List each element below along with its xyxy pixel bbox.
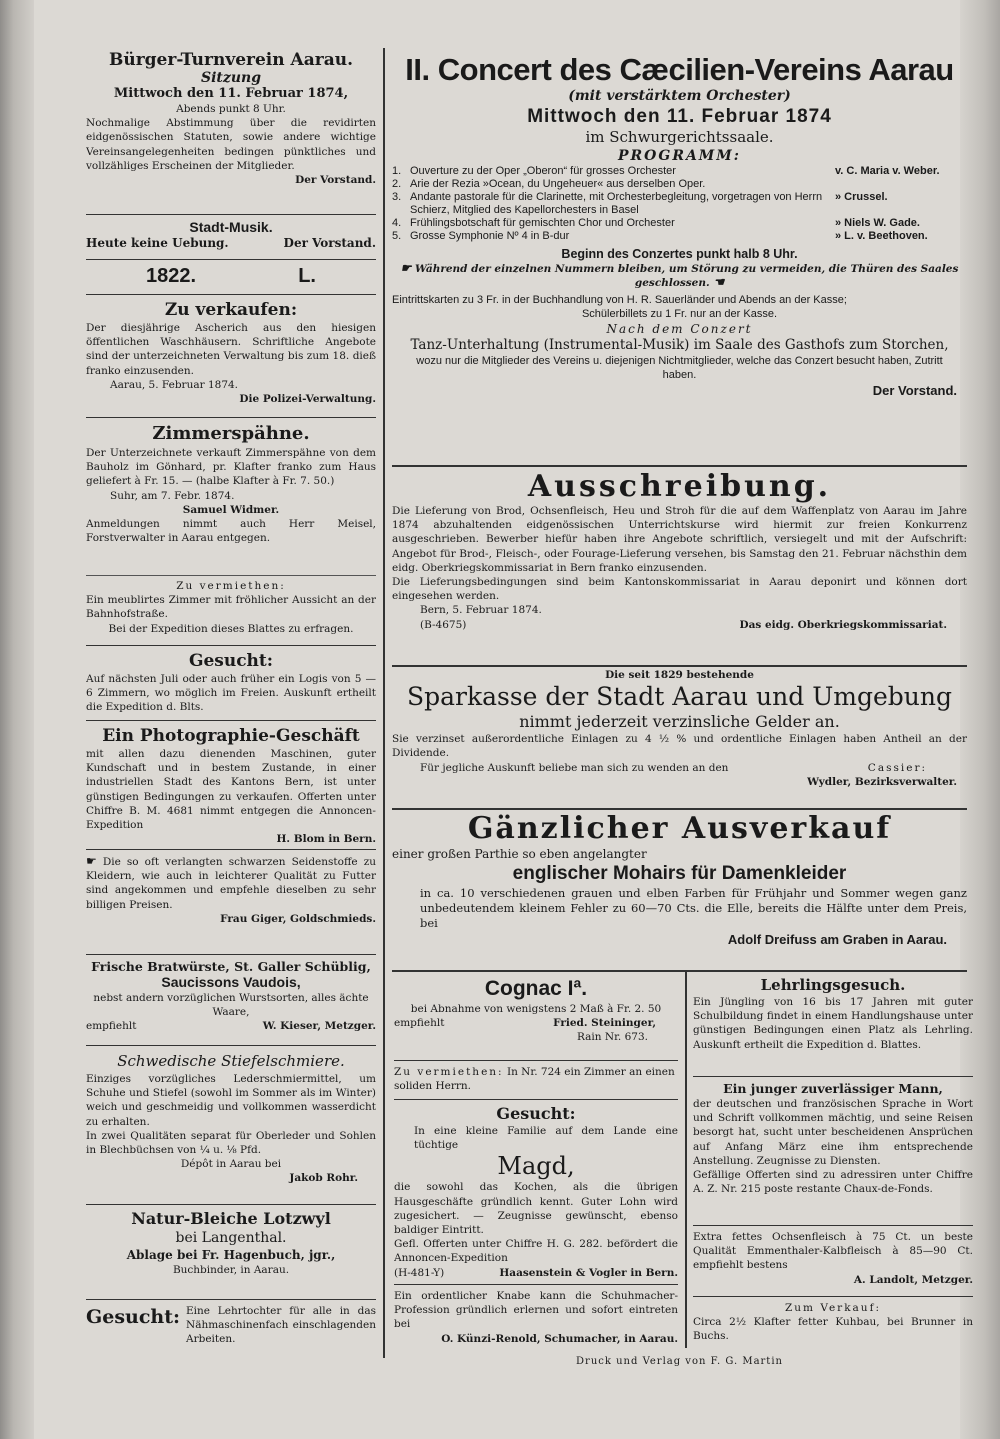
ad-title: Gänzlicher Ausverkauf — [467, 812, 892, 846]
separator — [394, 1060, 678, 1061]
ad-body: Ein Jüngling von 16 bis 17 Jahren mit guter Schulbildung findet in einem Handlungshause unter günstigen Bedingungen einen Platz als Lehrling. Auskunft ertheilt die Expedition d. Blattes. — [693, 996, 973, 1051]
ad-signature: Frau Giger, Goldschmieds. — [220, 912, 376, 925]
ad-signature: Wydler, Bezirksverwalter. — [807, 775, 957, 788]
fleisch-ad — [693, 1230, 973, 1292]
concert-begin: Beginn des Conzertes punkt halb 8 Uhr. — [561, 247, 798, 261]
year-letter: L. — [298, 265, 316, 287]
ad-signature: Fried. Steininger, — [553, 1017, 656, 1030]
ad-body: Heute keine Uebung. — [86, 236, 229, 250]
ad-title: Natur-Bleiche Lotzwyl — [131, 1209, 331, 1228]
ad-body: Die Lieferung von Brod, Ochsenfleisch, Heu und Stroh für die auf dem Waffenplatz von Aarau im Jahre 1874 abzuhaltenden eidgenössischen Unterrichtskurse wird hiermit zur freien Konkurrenz ausgeschrieben. Bewerber hiefür haben ihre Angebote schriftlich, versiegelt und mit der Aufschrift: Angebot für Brod-, Fleisch-, oder Fourage-Lieferung versehen, bis Samstag den 21. Februar nächsthin dem eidg. Oberkriegskommissariat in Bern franko einzusenden. — [392, 505, 967, 574]
concert-after: Nach dem Conzert — [606, 322, 753, 336]
pointing-hand-icon: ☛ — [400, 261, 412, 275]
bratwurst-ad — [86, 959, 376, 1041]
ad-title: Zu verkaufen: — [164, 300, 298, 320]
ad-note: Anmeldungen nimmt auch Herr Meisel, Forstverwalter in Aarau entgegen. — [86, 518, 376, 545]
ad-body: die sowohl das Kochen, als die übrigen Hausgeschäfte gründlich kennt. Guter Lohn wird zugesichert. — Zeugnisse gewünscht, ebenso baldiger Eintritt. — [394, 1181, 678, 1237]
ad-subtitle: bei Langenthal. — [175, 1230, 287, 1246]
ad-body: nebst andern vorzüglichen Wurstsorten, alles ächte Waare, — [93, 992, 369, 1019]
separator — [394, 1099, 678, 1100]
ad-title: Cognac Iª. — [484, 977, 588, 1000]
print-footer: Druck und Verlag von F. G. Martin — [576, 1356, 783, 1367]
kuhbau-ad — [693, 1301, 973, 1345]
ad-signature: O. Künzi-Renold, Schumacher, in Aarau. — [441, 1332, 678, 1345]
ad-signature: Der Vorstand. — [283, 236, 376, 250]
ad-place: Aarau, 5. Februar 1874. — [110, 378, 239, 391]
ad-title: Zu vermiethen: — [176, 580, 286, 592]
program-number: 4. — [392, 217, 402, 229]
separator — [86, 1045, 376, 1046]
program-item — [392, 191, 967, 217]
ad-body-2: In zwei Qualitäten separat für Oberleder und Sohlen in Blechbüchsen von ¼ u. ⅛ Pfd. — [86, 1129, 376, 1157]
ad-line-1: einer großen Parthie so eben angelangter — [392, 847, 647, 861]
rule-sparkasse-bottom — [392, 808, 967, 810]
ad-signature: Jakob Rohr. — [289, 1172, 358, 1185]
ad-title: Lehrlingsgesuch. — [760, 976, 906, 994]
ad-title: Bürger-Turnverein Aarau. — [108, 50, 353, 70]
ad-body: Der Unterzeichnete verkauft Zimmerspähne von dem Bauholz im Gönhard, pr. Klafter franko zum Haus geliefert à Fr. 15. — (halbe Klafter à Fr. 7. 50.) — [86, 447, 376, 488]
ad-code: (H-481-Y) — [394, 1266, 445, 1279]
ad-body-2: Die Lieferungsbedingungen sind beim Kantonskommissariat in Aarau deponirt und können dort eingesehen werden. — [392, 576, 967, 603]
concert-dance-2: wozu nur die Mitglieder des Vereins u. diejenigen Nichtmitglieder, welche das Conzert besucht haben, Zutritt haben. — [416, 355, 943, 381]
concert-dance: Tanz-Unterhaltung (Instrumental-Musik) im Saale des Gasthofs zum Storchen, — [410, 337, 949, 353]
ad-title: Gesucht: — [188, 651, 274, 671]
program-text: Andante pastorale für die Clarinette, mit Orchesterbegleitung, vorgetragen von Herrn Schierz, Mitglied des Kapellorchesters in Basel — [410, 191, 823, 216]
page-left-edge — [0, 0, 34, 1439]
ad-left: empfiehlt — [86, 1020, 137, 1033]
program-composer: » L. v. Beethoven. — [835, 230, 928, 242]
ad-line: Ablage bei Fr. Hagenbuch, jgr., — [126, 1248, 336, 1262]
ad-body-2: Gefällige Offerten sind zu adressiren unter Chiffre A. Z. Nr. 215 poste restante Chaux-de-Fonds. — [693, 1169, 973, 1196]
ad-body: Sie verzinset außerordentliche Einlagen zu 4 ½ % und ordentliche Einlagen haben Antheil an der Dividende. — [392, 733, 967, 760]
photo-ad — [86, 725, 376, 845]
left-column — [86, 50, 376, 1350]
separator — [394, 1284, 678, 1285]
ad-title: Ein Photographie-Geschäft — [102, 726, 360, 746]
program-text: Arie der Rezia »Ocean, du Ungeheuer« aus derselben Oper. — [410, 178, 706, 190]
program-number: 5. — [392, 230, 402, 242]
ad-line-2: Buchbinder, in Aarau. — [172, 1264, 290, 1276]
program-number: 3. — [392, 191, 402, 203]
ad-big: Magd, — [497, 1152, 575, 1181]
pointing-hand-icon: ☛ — [86, 854, 97, 868]
ad-body: Die so oft verlangten schwarzen Seidenstoffe zu Kleidern, wie auch in leichterer Qualität zu Futter sind angekommen und empfehle dieselben zu sehr billigen Preisen. — [86, 856, 376, 911]
program-item — [392, 165, 967, 178]
concert-signature: Der Vorstand. — [872, 383, 957, 398]
program-item — [392, 230, 967, 243]
bottom-left-column — [394, 976, 678, 1352]
program-item — [392, 217, 967, 230]
program-item — [392, 178, 967, 191]
ad-signature: Adolf Dreifuss am Graben in Aarau. — [727, 932, 947, 947]
ad-time: Abends punkt 8 Uhr. — [176, 103, 286, 115]
separator — [86, 1299, 376, 1300]
ad-body: bei Abnahme von wenigstens 2 Maß à Fr. 2. 50 — [410, 1003, 662, 1015]
concert-warning: Während der einzelnen Nummern bleiben, um Störung zu vermeiden, die Thüren des Saales geschlossen. — [415, 263, 959, 289]
ad-signature: Die Polizei-Verwaltung. — [239, 393, 376, 406]
ad-title: Zum Verkauf: — [784, 1302, 881, 1314]
stadtmusik-ad — [86, 219, 376, 255]
column-divider — [383, 48, 385, 1358]
program-composer: » Crussel. — [835, 191, 888, 203]
separator — [86, 849, 376, 850]
separator — [86, 720, 376, 721]
ad-line-2: englischer Mohairs für Damenkleider — [512, 863, 847, 884]
ad-title: Ein junger zuverlässiger Mann, — [723, 1081, 943, 1096]
concert-title: II. Concert des Cæcilien-Vereins Aarau — [405, 52, 954, 87]
ad-signature: Haasenstein & Vogler in Bern. — [499, 1266, 678, 1279]
ad-title: Zimmerspähne. — [152, 423, 310, 444]
ausschreibung-ad — [392, 470, 967, 662]
vermiethen-2-ad — [394, 1065, 678, 1095]
ad-title: Sparkasse der Stadt Aarau und Umgebung — [406, 682, 952, 712]
program-number: 2. — [392, 178, 402, 190]
ad-body: Extra fettes Ochsenfleisch à 75 Ct. un beste Qualität Emmenthaler-Kalbfleisch à 85—90 Ct. empfiehlt bestens — [693, 1231, 973, 1272]
ad-body-2: Für jegliche Auskunft beliebe man sich zu wenden an den — [420, 761, 729, 774]
year-number: 1822. — [146, 265, 197, 287]
separator — [86, 645, 376, 646]
ad-body: mit allen dazu dienenden Maschinen, guter Kundschaft und in bestem Zustande, in einer industriellen Stadt des Kantons Bern, ist unter günstigen Bedingungen zu verkaufen. Offerten unter Chiffre B. M. 4681 nimmt entgegen die Annoncen-Expedition — [86, 748, 376, 832]
separator — [86, 259, 376, 260]
bottom-column-divider — [685, 972, 687, 1348]
concert-tickets: Eintrittskarten zu 3 Fr. in der Buchhandlung von H. R. Sauerländer und Abends an der Kasse; — [392, 294, 847, 306]
ad-body-2: Gefl. Offerten unter Chiffre H. G. 282. befördert die Annoncen-Expedition — [394, 1238, 678, 1265]
ad-signature: Der Vorstand. — [295, 174, 376, 187]
ad-signature: A. Landolt, Metzger. — [853, 1273, 973, 1286]
separator — [86, 954, 376, 955]
ad-subtitle: nimmt jederzeit verzinsliche Gelder an. — [519, 712, 840, 732]
ad-body: Nochmalige Abstimmung über die revidirten eidgenössischen Statuten, sowie andere wichtige Vereinsangelegenheiten bedingen pünktliches und vollzähliges Erscheinen der Mitglieder. — [86, 117, 376, 172]
concert-subtitle: (mit verstärktem Orchester) — [568, 88, 791, 104]
ad-title: Zu vermiethen: — [394, 1066, 504, 1078]
ad-signature: H. Blom in Bern. — [276, 833, 376, 845]
concert-place: im Schwurgerichtssaale. — [585, 128, 774, 146]
concert-ad — [392, 52, 967, 460]
separator — [693, 1296, 973, 1297]
ad-title: Gesucht: — [86, 1306, 180, 1328]
separator — [693, 1225, 973, 1226]
separator — [86, 1204, 376, 1205]
ausverkauf-ad — [392, 812, 967, 968]
program-number: 1. — [392, 165, 402, 177]
program-text: Frühlingsbotschaft für gemischten Chor und Orchester — [410, 217, 675, 229]
stiefel-ad — [86, 1050, 376, 1200]
ad-place: Suhr, am 7. Febr. 1874. — [110, 489, 235, 502]
ad-left: empfiehlt — [394, 1017, 445, 1030]
ad-body: Ein meublirtes Zimmer mit fröhlicher Aussicht an der Bahnhofstraße. — [86, 594, 376, 621]
ad-body: Einziges vorzügliches Lederschmiermittel, um Schuhe und Stiefel (sowohl im Sommer als im Winter) weich und geschmeidig und vollkommen wasserdicht zu erhalten. — [86, 1073, 376, 1128]
program-text: Grosse Symphonie Nº 4 in B-dur — [410, 230, 570, 242]
bleiche-ad — [86, 1209, 376, 1295]
ad-body: Ein ordentlicher Knabe kann die Schuhmacher-Profession gründlich erlernen und sofort eintreten bei — [394, 1290, 678, 1331]
seide-ad — [86, 854, 376, 950]
gesucht-logis-ad — [86, 650, 376, 716]
ad-body: Circa 2½ Klafter fetter Kuhbau, bei Brunner in Buchs. — [693, 1316, 973, 1343]
ad-title: Gesucht: — [496, 1104, 576, 1123]
mann-ad — [693, 1081, 973, 1221]
program-title: PROGRAMM: — [618, 148, 741, 164]
vermiethen-ad — [86, 579, 376, 641]
separator — [693, 1076, 973, 1077]
lehrling-ad — [693, 976, 973, 1072]
rule-ausschreibung-bottom — [392, 665, 967, 667]
ad-pre: Die seit 1829 bestehende — [605, 669, 754, 681]
sparkasse-ad — [392, 668, 967, 806]
separator — [86, 294, 376, 295]
ad-body: in ca. 10 verschiedenen grauen und elben Farben für Frühjahr und Sommer wegen ganz unbedeutendem kleinem Fehler zu 60—70 Cts. die Elle, bereits die Hälfte unter dem Preis, bei — [420, 886, 967, 930]
ad-signature: W. Kieser, Metzger. — [262, 1020, 376, 1033]
verkaufen-ad — [86, 299, 376, 413]
lehrtochter-ad — [86, 1304, 376, 1350]
ad-subtitle: Sitzung — [201, 70, 261, 86]
ad-body: In Nr. 724 ein Zimmer an einen soliden Herrn. — [394, 1066, 675, 1093]
ad-body: Eine Lehrtochter für alle in das Nähmaschinenfach einschlagenden Arbeiten. — [186, 1305, 376, 1346]
ad-depot: Dépôt in Aarau bei — [180, 1158, 282, 1171]
pointing-hand-left-icon: ☚ — [713, 275, 725, 289]
ad-signature: Samuel Widmer. — [182, 503, 280, 516]
ad-title: Schwedische Stiefelschmiere. — [117, 1052, 345, 1070]
ad-address: Rain Nr. 673. — [577, 1031, 648, 1044]
ad-subtitle: Saucissons Vaudois, — [161, 974, 301, 990]
ad-note: Bei der Expedition dieses Blattes zu erfragen. — [108, 622, 354, 635]
zimmerspaehne-ad — [86, 422, 376, 572]
rule-concert-bottom — [392, 465, 967, 467]
schuhmacher-ad — [394, 1289, 678, 1349]
separator — [86, 417, 376, 418]
program-list — [392, 165, 967, 243]
separator — [86, 214, 376, 215]
program-composer — [829, 178, 967, 191]
magd-ad — [394, 1104, 678, 1280]
ad-cassier: Cassier: — [867, 761, 927, 774]
separator — [86, 575, 376, 576]
ad-body: Auf nächsten Juli oder auch früher ein Logis von 5 — 6 Zimmern, wo möglich im Freien. Auskunft ertheilt die Expedition d. Blts. — [86, 673, 376, 714]
turnverein-ad — [86, 50, 376, 210]
concert-date: Mittwoch den 11. Februar 1874 — [527, 106, 832, 127]
ad-code: (B-4675) — [420, 618, 467, 631]
cognac-ad — [394, 976, 678, 1056]
ad-title: Ausschreibung. — [527, 470, 832, 504]
program-text: Ouverture zu der Oper „Oberon“ für grosses Orchester — [410, 165, 676, 177]
rule-ausverkauf-bottom — [392, 970, 967, 972]
ad-signature: Das eidg. Oberkriegskommissariat. — [739, 618, 947, 631]
bottom-right-column — [693, 976, 973, 1352]
ad-pre: In eine kleine Familie auf dem Lande eine tüchtige — [414, 1125, 678, 1152]
ad-place: Bern, 5. Februar 1874. — [420, 604, 542, 617]
ad-title: Stadt-Musik. — [189, 219, 273, 235]
ad-body: Der diesjährige Ascherich aus den hiesigen öffentlichen Waschhäusern. Schriftliche Angebote sind der unterzeichneten Verwaltung bis zum 18. dieß franko einzusenden. — [86, 322, 376, 377]
ad-date: Mittwoch den 11. Februar 1874, — [113, 86, 349, 101]
concert-tickets-2: Schülerbillets zu 1 Fr. nur an der Kasse. — [581, 308, 778, 320]
ad-body: der deutschen und französischen Sprache in Wort und Schrift vollkommen mächtig, und seine Reisen besorgt hat, sucht unter bescheidenen Ansprüchen auf Anfang März eine ihm entsprechende Anstellung. Zeugnisse zu Diensten. — [693, 1098, 973, 1167]
program-composer: » Niels W. Gade. — [835, 217, 920, 229]
ad-title: Frische Bratwürste, St. Galler Schüblig, — [91, 959, 371, 974]
lodge-number — [86, 264, 376, 290]
program-composer: v. C. Maria v. Weber. — [835, 165, 940, 177]
